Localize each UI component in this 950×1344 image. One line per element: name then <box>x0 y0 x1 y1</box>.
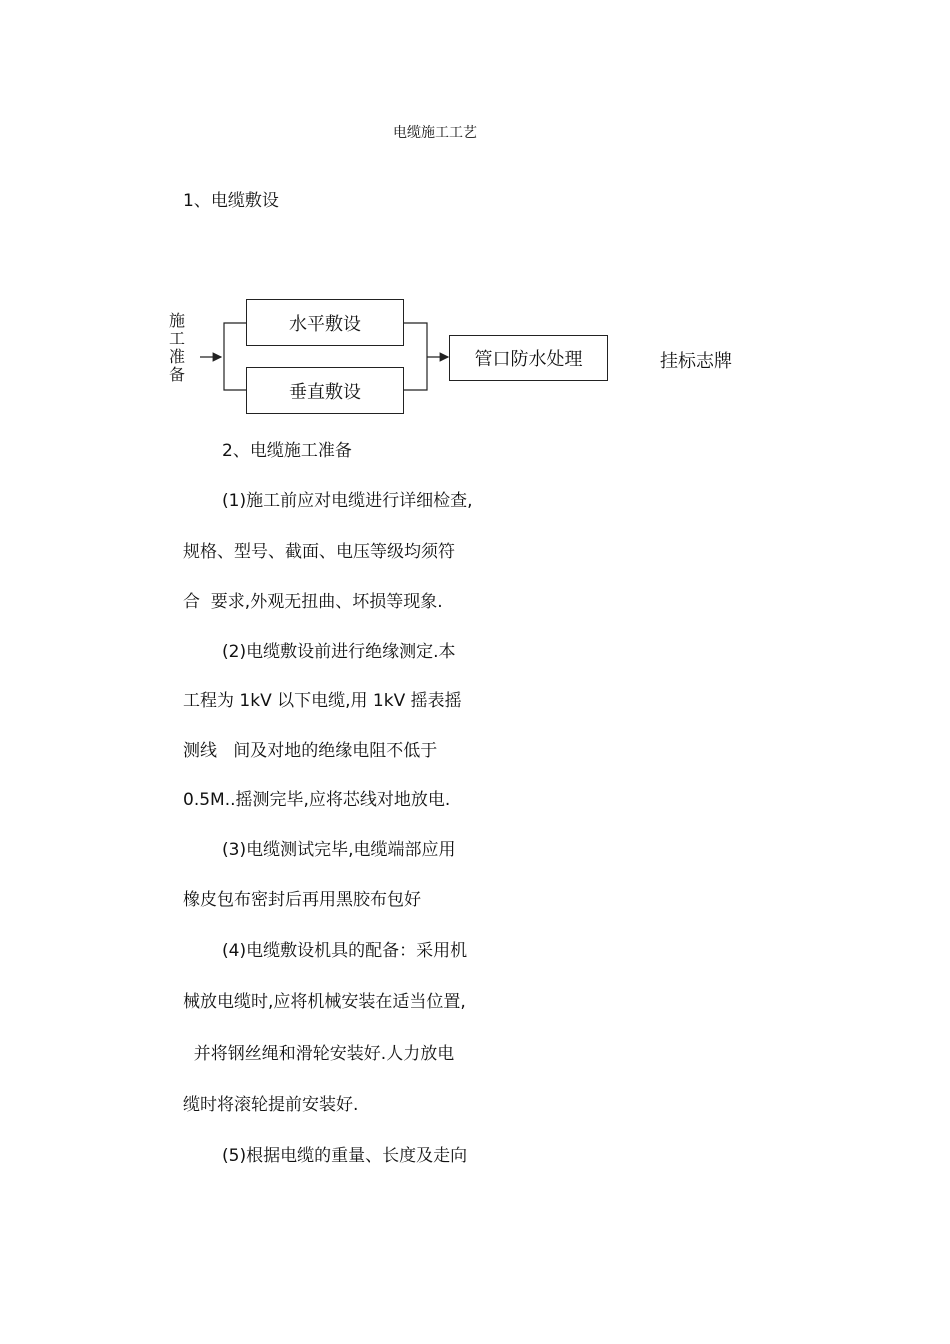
document-title: 电缆施工工艺 <box>393 125 477 141</box>
section-1-heading: 1、电缆敷设 <box>183 191 279 211</box>
paragraph-line: 合 要求,外观无扭曲、坏损等现象. <box>183 592 443 612</box>
split-bracket <box>224 323 246 390</box>
merge-bracket <box>404 323 427 390</box>
paragraph-line: 缆时将滚轮提前安装好. <box>183 1095 359 1115</box>
box-horizontal-laying <box>246 299 404 346</box>
flow-start-char: 施 <box>168 311 185 330</box>
paragraph-line: (5)根据电缆的重量、长度及走向 <box>222 1146 468 1166</box>
paragraph-line: (3)电缆测试完毕,电缆端部应用 <box>222 840 456 860</box>
flow-end-label: 挂标志牌 <box>660 351 732 372</box>
paragraph-line: 械放电缆时,应将机械安装在适当位置, <box>183 992 466 1012</box>
paragraph-line: 规格、型号、截面、电压等级均须符 <box>183 542 455 562</box>
paragraph-line: 测线 间及对地的绝缘电阻不低于 <box>183 741 438 761</box>
box-waterproofing <box>449 335 608 381</box>
box-horizontal-label: 水平敷设 <box>289 313 361 335</box>
paragraph-line: (2)电缆敷设前进行绝缘测定.本 <box>222 642 456 662</box>
flow-start-char: 工 <box>168 329 185 348</box>
paragraph-line: 工程为 1kV 以下电缆,用 1kV 摇表摇 <box>183 691 462 711</box>
box-waterproofing-label: 管口防水处理 <box>474 349 583 370</box>
paragraph-line: 橡皮包布密封后再用黑胶布包好 <box>183 890 421 910</box>
paragraph-line: (1)施工前应对电缆进行详细检查, <box>222 491 473 511</box>
flow-start-char: 备 <box>168 365 185 384</box>
paragraph-line: (4)电缆敷设机具的配备：采用机 <box>222 941 468 961</box>
box-vertical-laying <box>246 367 404 414</box>
paragraph-line: 0.5M..摇测完毕,应将芯线对地放电. <box>183 790 451 810</box>
flow-start-char: 准 <box>168 347 185 366</box>
paragraph-line: 并将钢丝绳和滑轮安装好.人力放电 <box>183 1044 455 1064</box>
box-vertical-label: 垂直敷设 <box>289 381 361 403</box>
section-2-heading: 2、电缆施工准备 <box>222 441 352 461</box>
